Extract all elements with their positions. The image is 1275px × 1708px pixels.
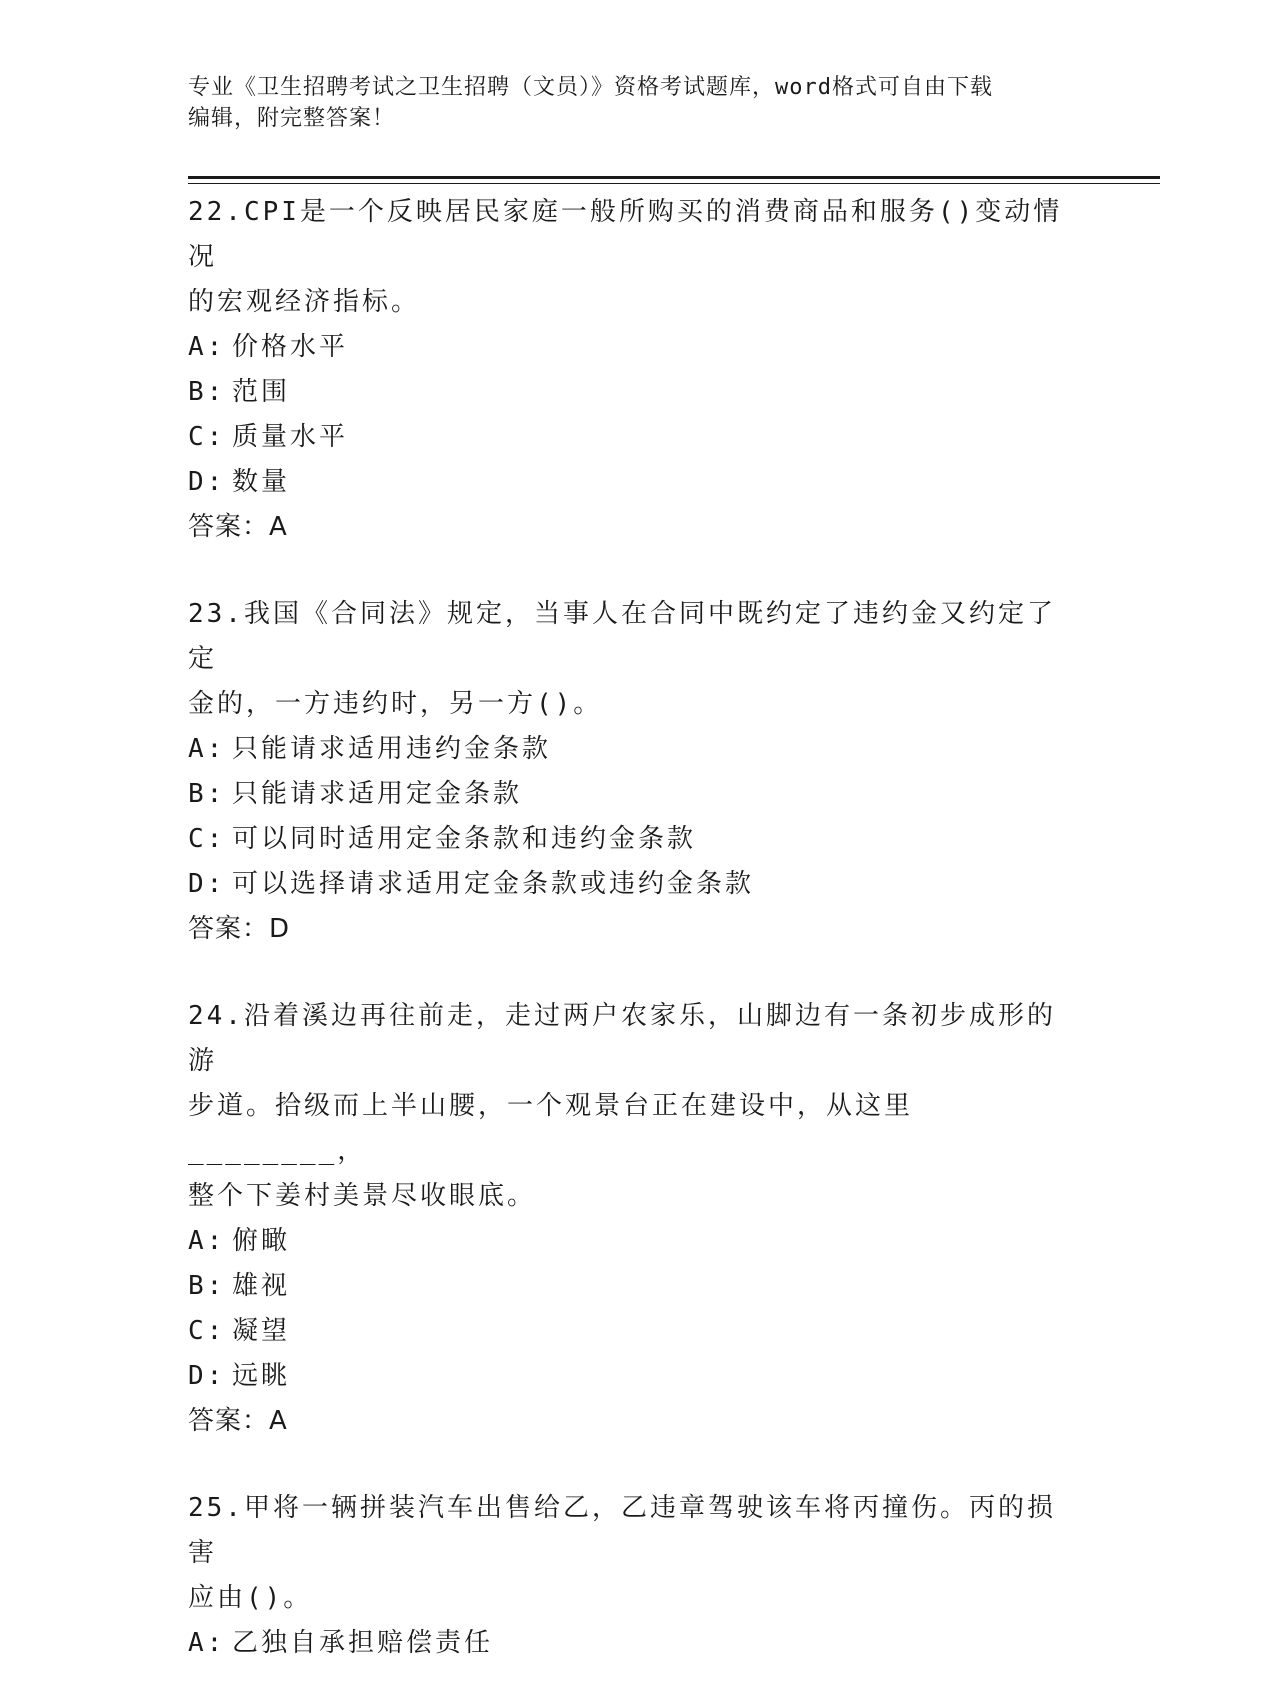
option-c (188, 1309, 1078, 1354)
option-letter: B: (188, 1271, 226, 1301)
option-text: 远眺 (232, 1361, 291, 1391)
answer-line: 答案：A (188, 512, 288, 542)
option-text: 俯瞰 (232, 1226, 291, 1256)
option-d (188, 1354, 1078, 1399)
question-stem-line: 22.CPI是一个反映居民家庭一般所购买的消费商品和服务()变动情况 (188, 197, 1063, 272)
option-letter: A: (188, 734, 226, 764)
option-letter: C: (188, 422, 226, 452)
option-a (188, 325, 1078, 370)
question-stem-line: 23.我国《合同法》规定，当事人在合同中既约定了违约金又约定了定 (188, 599, 1056, 674)
option-text: 乙独自承担赔偿责任 (232, 1628, 494, 1658)
option-text: 雄视 (232, 1271, 291, 1301)
option-letter: B: (188, 779, 226, 809)
question-stem-line: 整个下姜村美景尽收眼底。 (188, 1181, 537, 1211)
question-stem-line: 金的，一方违约时，另一方()。 (188, 689, 603, 719)
option-c (188, 415, 1078, 460)
question-25 (188, 1486, 1078, 1666)
header-divider-thick (188, 176, 1160, 179)
option-letter: D: (188, 1361, 226, 1391)
answer-line: 答案：A (188, 1406, 288, 1436)
question-stem-line: 25.甲将一辆拼装汽车出售给乙，乙违章驾驶该车将丙撞伤。丙的损害 (188, 1493, 1056, 1568)
option-letter: C: (188, 1316, 226, 1346)
question-list (188, 190, 1078, 1708)
option-text: 质量水平 (232, 422, 349, 452)
question-stem-line: 的宏观经济指标。 (188, 287, 421, 317)
option-letter: C: (188, 824, 226, 854)
header-line-1: 专业《卫生招聘考试之卫生招聘（文员）》资格考试题库，word格式可自由下载 (188, 75, 993, 100)
option-letter: A: (188, 1628, 226, 1658)
question-23 (188, 592, 1078, 952)
option-letter: D: (188, 467, 226, 497)
question-24 (188, 994, 1078, 1444)
header-line-2: 编辑，附完整答案！ (188, 106, 396, 131)
option-a (188, 1219, 1078, 1264)
question-stem-line: 应由()。 (188, 1583, 313, 1613)
option-letter: B: (188, 377, 226, 407)
option-letter: A: (188, 332, 226, 362)
option-a (188, 727, 1078, 772)
option-text: 只能请求适用违约金条款 (232, 734, 552, 764)
answer-line: 答案：D (188, 914, 291, 944)
option-text: 可以同时适用定金条款和违约金条款 (232, 824, 697, 854)
option-b (188, 370, 1078, 415)
option-d (188, 862, 1078, 907)
question-stem-line: 24.沿着溪边再往前走，走过两户农家乐，山脚边有一条初步成形的游 (188, 1001, 1056, 1076)
option-text: 范围 (232, 377, 291, 407)
option-c (188, 817, 1078, 862)
option-text: 凝望 (232, 1316, 291, 1346)
option-b (188, 1264, 1078, 1309)
document-header (188, 72, 1068, 134)
question-22 (188, 190, 1078, 550)
option-text: 可以选择请求适用定金条款或违约金条款 (232, 869, 755, 899)
option-d (188, 460, 1078, 505)
header-divider-thin (188, 183, 1160, 184)
question-stem-line: 步道。拾级而上半山腰，一个观景台正在建设中，从这里________， (188, 1091, 914, 1166)
option-b (188, 772, 1078, 817)
option-letter: D: (188, 869, 226, 899)
option-text: 只能请求适用定金条款 (232, 779, 523, 809)
option-letter: A: (188, 1226, 226, 1256)
option-text: 数量 (232, 467, 291, 497)
option-a (188, 1621, 1078, 1666)
option-text: 价格水平 (232, 332, 349, 362)
